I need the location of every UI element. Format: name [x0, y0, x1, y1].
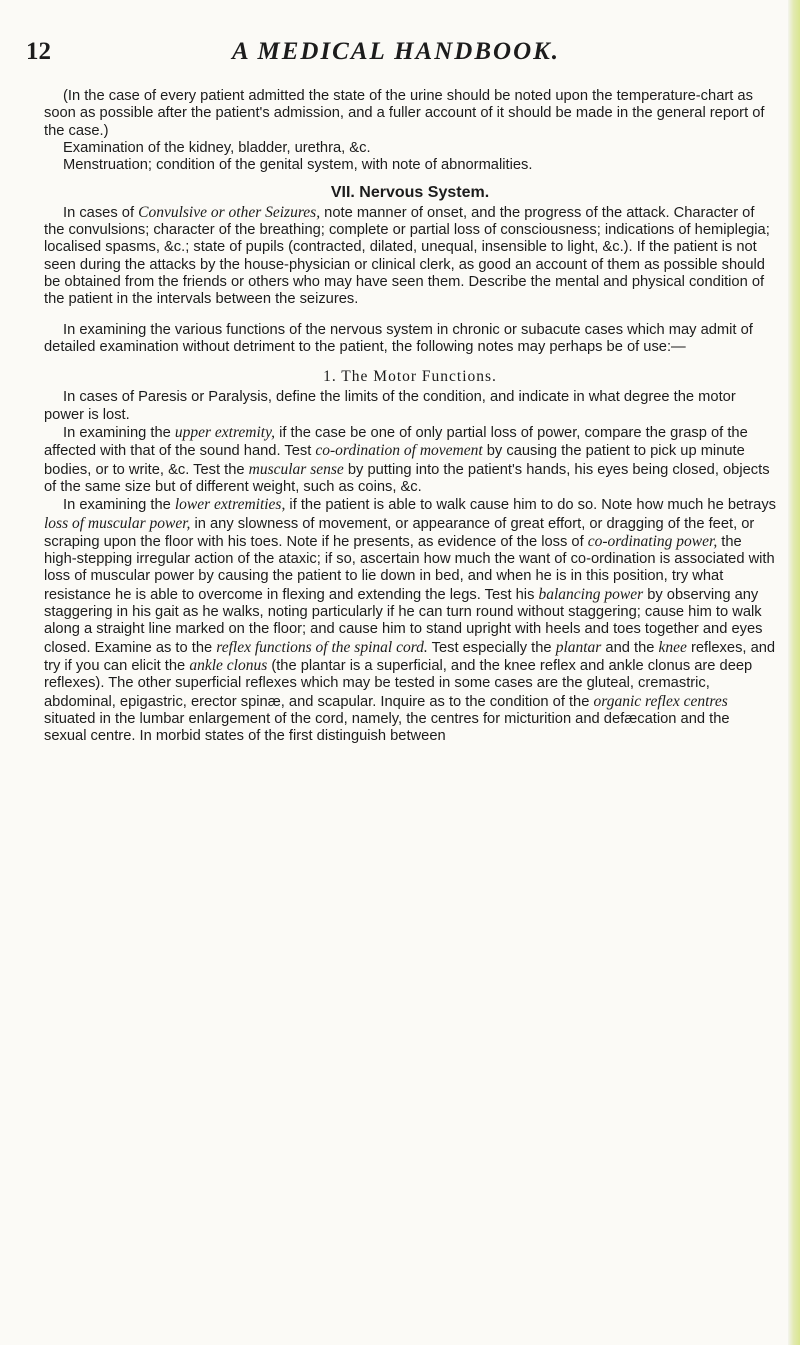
menstruation-paragraph: Menstruation; condition of the genital system, with note of abnormalities.	[63, 157, 533, 174]
running-title: A MEDICAL HANDBOOK.	[231, 38, 561, 65]
section-heading-nervous-system: VII. Nervous System.	[330, 184, 490, 202]
seizures-term: Convulsive or other Seizures,	[138, 203, 321, 221]
chronic-cases-paragraph: In examining the various functions of the nervous system in chronic or subacute cases which may admit of detailed examination without detriment to the patient, the following notes may perhaps be of use:—	[44, 321, 753, 355]
lower-extremities-paragraph: In examining the lower extremities, if the patient is able to walk cause him to do so. Note how much he betrays loss of muscular power, in any slowness of movement, or appearance of great effort, or dragging of the feet, or scraping upon the floor with his toes. Note if he presents, as evidence of the loss of co-ordinating power, the high-stepping irregular action of the ataxic; if so, ascertain how much the want of co-ordination is associated with loss of muscular power by causing the patient to lie down in bed, and when he is in this position, try what resistance he is able to overcome in flexing and extending the legs. Test his balancing power by observing any staggering in his gait as he walks, noting particularly if he can turn round without staggering; cause him to walk along a straight line marked on the floor; and cause him to stand upright with heels and toes together and eyes closed. Examine as to the reflex functions of the spinal cord. Test especially the plantar and the knee reflexes, and try if you can elicit the ankle clonus (the plantar is a superficial, and the knee reflex and ankle clonus are deep reflexes). The other superficial reflexes which may be tested in some cases are the gluteal, cremastric, abdominal, epigastric, erector spinæ, and scapular. Inquire as to the condition of the organic reflex centres situated in the lumbar enlargement of the cord, namely, the centres for micturition and defæcation and the sexual centre. In morbid states of the first distinguish between	[44, 496, 777, 745]
body-text	[44, 88, 776, 745]
running-header	[26, 38, 766, 74]
kidney-exam-paragraph: Examination of the kidney, bladder, urethra, &c.	[63, 139, 371, 156]
urine-note-paragraph: (In the case of every patient admitted the state of the urine should be noted upon the temperature-chart as soon as possible after the patient's admission, and a fuller account of it should be made in the general report of the case.)	[44, 88, 765, 139]
section-heading-motor-functions: 1. The Motor Functions.	[323, 368, 497, 386]
page-edge-strip	[788, 0, 800, 1345]
seizures-paragraph: In cases of Convulsive or other Seizures, note manner of onset, and the progress of the attack. Character of the convulsions; character of the breathing; complete or partial loss of consciousness; indications of hemiplegia; localised spasms, &c.; state of pupils (contracted, dilated, unequal, insensible to light, &c.). If the patient is not seen during the attacks by the house-physician or clinical clerk, as good an account of them as possible should be obtained from the friends or others who may have seen them. Describe the mental and physical condition of the patient in the intervals between the seizures.	[44, 203, 770, 308]
upper-extremity-paragraph: In examining the upper extremity, if the case be one of only partial loss of power, compare the grasp of the affected with that of the sound hand. Test co-ordination of movement by causing the patient to pick up minute bodies, or to write, &c. Test the muscular sense by putting into the patient's hands, his eyes being closed, objects of the same size but of different weight, such as coins, &c.	[44, 424, 770, 495]
page-number: 12	[26, 38, 51, 65]
paresis-paragraph: In cases of Paresis or Paralysis, define the limits of the condition, and indicate in what degree the motor power is lost.	[44, 389, 736, 423]
